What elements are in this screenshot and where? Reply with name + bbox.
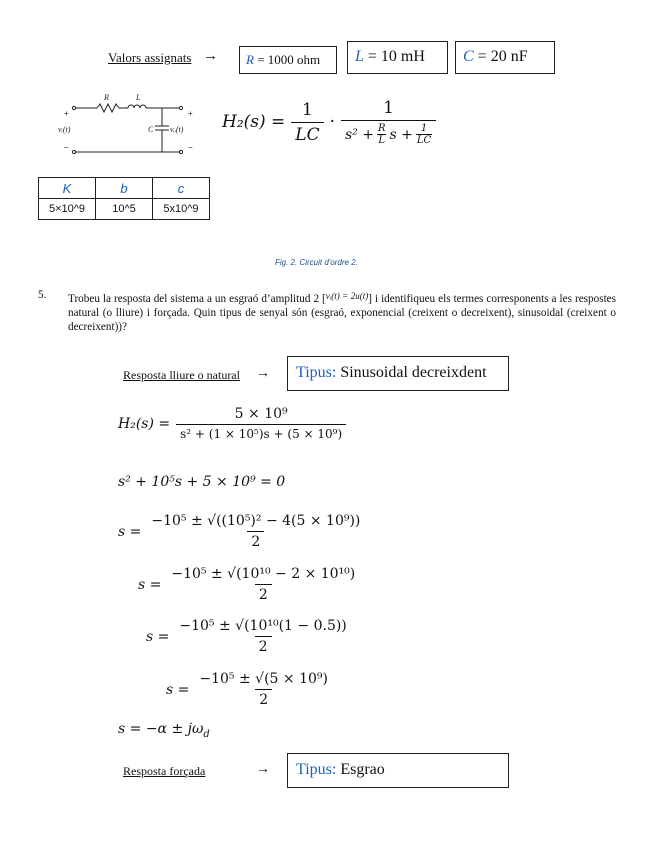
roots-step-1-lhs: s = xyxy=(118,523,142,540)
natural-type-value: Sinusoidal decreixdent xyxy=(340,364,487,381)
forced-arrow: → xyxy=(256,762,270,777)
c-value: = 20 nF xyxy=(477,48,528,65)
vi-plus: + xyxy=(64,109,69,118)
header-c: c xyxy=(153,178,210,199)
roots-step-3-num: −10⁵ ± √(10¹⁰(1 − 0.5)) xyxy=(179,618,347,634)
transfer-frac1-num: 1 xyxy=(302,99,313,120)
forced-type-label: Tipus: xyxy=(296,761,337,778)
transfer-den-mid: s + xyxy=(389,126,413,143)
vi-label: vᵢ(t) xyxy=(58,125,71,134)
assigned-values-label: Valors assignats xyxy=(108,50,192,65)
characteristic-equation: s² + 10⁵s + 5 × 10⁹ = 0 xyxy=(118,474,286,490)
value-k: 5×10^9 xyxy=(39,199,96,220)
forced-type-value: Esgrao xyxy=(340,761,385,778)
header-k: K xyxy=(39,178,96,199)
r-value: = 1000 ohm xyxy=(257,52,321,67)
question-text-b: ] i identifiqueu els termes corresponents a les respostes natural (o lliure) i forçada. Quin tipus de senyal són (esgraó, exponencial (creixent o decreixent), sinusoidal (creixent o decreixent))? xyxy=(68,293,616,333)
question-inline-formula: vᵢ(t) = 2u(t) xyxy=(325,291,369,301)
roots-step-4-lhs: s = xyxy=(166,681,190,698)
roots-step-2 xyxy=(138,566,359,603)
vo-minus: − xyxy=(188,143,193,152)
roots-final-subscript: d xyxy=(203,728,210,740)
h2-lhs: H₂(s) = xyxy=(118,415,171,432)
roots-step-2-num: −10⁵ ± √(10¹⁰ − 2 × 10¹⁰) xyxy=(171,566,356,582)
h2-numeric-equation xyxy=(118,406,346,441)
c-label: C xyxy=(148,125,154,134)
transfer-frac2-num: 1 xyxy=(383,98,394,118)
natural-arrow: → xyxy=(256,366,270,381)
natural-response-label: Resposta lliure o natural xyxy=(123,368,240,382)
transfer-dot: · xyxy=(329,112,335,132)
transfer-function xyxy=(222,98,436,146)
l-symbol: L xyxy=(355,48,364,65)
roots-step-3-den: 2 xyxy=(255,636,272,655)
l-label: L xyxy=(136,93,141,102)
question-text-a: Trobeu la resposta del sistema a un esgraó d’amplitud 2 [ xyxy=(68,293,326,305)
r-value-box xyxy=(239,46,337,74)
transfer-last-num: 1 xyxy=(420,123,428,134)
roots-final xyxy=(118,721,210,740)
roots-step-1 xyxy=(118,513,364,550)
vi-minus: − xyxy=(64,143,69,152)
figure-caption: Fig. 2. Circuit d'ordre 2. xyxy=(275,258,358,267)
roots-step-1-den: 2 xyxy=(247,531,264,550)
roots-step-4 xyxy=(166,671,332,708)
natural-type-box xyxy=(287,356,509,391)
vo-label: vₒ(t) xyxy=(170,125,184,134)
roots-step-3-lhs: s = xyxy=(146,628,170,645)
r-label: R xyxy=(104,93,109,102)
roots-step-1-num: −10⁵ ± √((10⁵)² − 4(5 × 10⁹)) xyxy=(151,513,361,529)
roots-step-4-num: −10⁵ ± √(5 × 10⁹) xyxy=(199,671,328,687)
transfer-last-den: LC xyxy=(416,135,432,146)
roots-step-2-lhs: s = xyxy=(138,576,162,593)
l-value-box xyxy=(347,41,448,74)
h2-num: 5 × 10⁹ xyxy=(234,406,288,422)
r-symbol: R xyxy=(246,52,254,67)
transfer-inner-num: R xyxy=(377,123,386,134)
question-text xyxy=(68,289,616,334)
c-symbol: C xyxy=(463,48,474,65)
roots-step-3 xyxy=(146,618,351,655)
coefficients-table xyxy=(38,177,210,220)
natural-type-label: Tipus: xyxy=(296,364,337,381)
header-b: b xyxy=(96,178,153,199)
l-value: = 10 mH xyxy=(367,48,425,65)
value-b: 10^5 xyxy=(96,199,153,220)
c-value-box xyxy=(455,41,555,74)
h2-den: s² + (1 × 10⁵)s + (5 × 10⁹) xyxy=(176,424,346,441)
roots-step-2-den: 2 xyxy=(255,584,272,603)
value-c: 5x10^9 xyxy=(153,199,210,220)
question-number: 5. xyxy=(38,289,47,301)
transfer-frac1-den: LC xyxy=(291,122,323,145)
transfer-lhs: H₂(s) = xyxy=(222,112,286,132)
rlc-circuit-diagram xyxy=(52,88,212,160)
transfer-den-pre: s² + xyxy=(344,126,374,143)
vo-plus: + xyxy=(188,109,193,118)
roots-step-4-den: 2 xyxy=(255,689,272,708)
forced-response-label: Resposta forçada xyxy=(123,764,206,778)
roots-final-text: s = −α ± jω xyxy=(118,721,204,737)
forced-type-box xyxy=(287,753,509,788)
assigned-arrow: → xyxy=(203,48,218,64)
transfer-inner-den: L xyxy=(378,135,386,146)
